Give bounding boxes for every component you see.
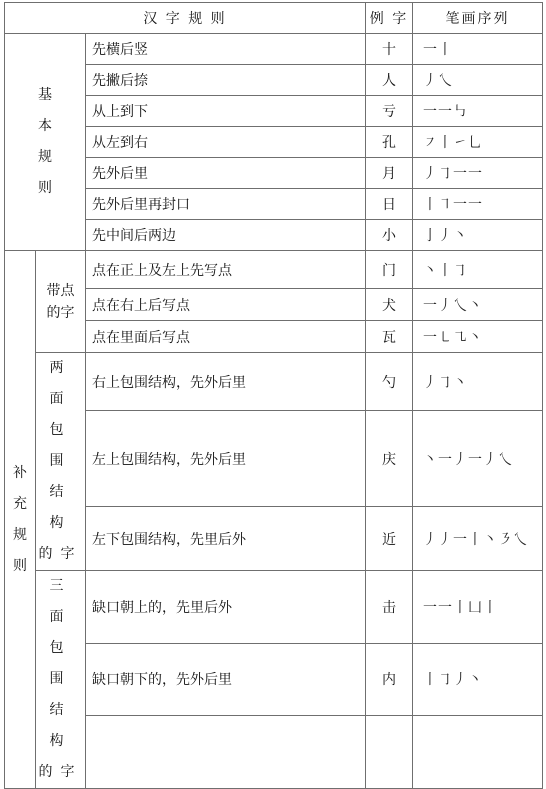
group-label-line: 的字 [46,304,75,321]
rule-cell: 缺口朝下的，先外后里 [86,643,366,716]
group-label-line: 包 围 [49,422,72,469]
rule-cell: 先外后里 [86,158,366,189]
rule-cell: 点在右上后写点 [86,289,366,321]
stroke-sequence-cell: 一丿乀丶 [413,289,543,321]
table-row [5,127,543,158]
stroke-sequence-cell: 丿乀 [413,65,543,96]
table-row [5,321,543,353]
table-row [5,189,543,220]
stroke-sequence-cell: 一一㇉ [413,96,543,127]
table-row [5,158,543,189]
supplement-label-char: 则 [13,557,27,574]
rule-cell: 缺口朝上的，先里后外 [86,571,366,644]
rule-cell: 点在正上及左上先写点 [86,251,366,289]
example-char-cell: 瓦 [366,321,413,353]
stroke-sequence-cell: 一一丨凵丨 [413,571,543,644]
table-row [5,571,543,644]
group-label-dotted [36,251,86,353]
group-label-line: 结 构 [49,702,72,749]
example-char-cell: 日 [366,189,413,220]
char-column-header: 例 字 [366,3,413,34]
rule-cell: 从左到右 [86,127,366,158]
rule-cell: 先横后竖 [86,34,366,65]
rule-column-header: 汉 字 规 则 [5,3,366,34]
table-row-cut-off [5,716,543,789]
rule-cell: 左上包围结构，先外后里 [86,411,366,507]
table-row [5,65,543,96]
stroke-sequence-cell: 丶丨㇆ [413,251,543,289]
supplement-label-char: 规 [13,526,27,543]
stroke-sequence-cell: 丿丿一丨丶㇋乀 [413,507,543,571]
basic-label-char: 基 [38,87,52,103]
supplement-label-char: 充 [13,495,27,512]
stroke-sequence-cell: ㇇丨㇀乚 [413,127,543,158]
stroke-column-header: 笔画序列 [413,3,543,34]
group-label-line: 的字 [38,764,83,780]
example-char-cell: 庆 [366,411,413,507]
stroke-order-table [4,2,543,789]
table-row [5,507,543,571]
table-row [5,353,543,411]
supplement-rules-label [5,251,36,789]
example-char-cell: 犬 [366,289,413,321]
stroke-sequence-cell: 丶一丿一丿乀 [413,411,543,507]
rule-cell: 先撇后捺 [86,65,366,96]
rule-cell: 先中间后两边 [86,220,366,251]
stroke-sequence-cell: 丿㇆丶 [413,353,543,411]
rule-cell: 点在里面后写点 [86,321,366,353]
example-char-cell: 人 [366,65,413,96]
basic-rules-label [5,34,86,251]
basic-label-char: 本 [38,118,52,134]
rule-cell: 从上到下 [86,96,366,127]
table-row [5,34,543,65]
stroke-sequence-cell: 丿㇆一一 [413,158,543,189]
rule-cell: 先外后里再封口 [86,189,366,220]
stroke-sequence-cell: 一丨 [413,34,543,65]
rule-cell: 右上包围结构，先外后里 [86,353,366,411]
table-row [5,220,543,251]
stroke-sequence-cell: 亅丿丶 [413,220,543,251]
group-label-line: 三 面 [49,578,72,625]
basic-label-char: 规 [38,149,52,165]
example-char-cell: 十 [366,34,413,65]
stroke-sequence-cell: 丨㇕一一 [413,189,543,220]
table-row [5,96,543,127]
table-row [5,411,543,507]
stroke-sequence-cell: 丨㇆丿丶 [413,643,543,716]
group-label-line: 的字 [38,546,83,562]
example-char-cell: 勺 [366,353,413,411]
example-char-cell: 小 [366,220,413,251]
example-char-cell: 门 [366,251,413,289]
supplement-label-char: 补 [13,464,27,481]
example-char-cell: 月 [366,158,413,189]
group-label-line: 带点 [46,282,75,299]
example-char-cell: 亏 [366,96,413,127]
example-char-cell: 内 [366,643,413,716]
group-label-line: 两 面 [49,360,72,407]
basic-label-char: 则 [38,180,52,196]
stroke-sequence-cell: 一㇄㇈丶 [413,321,543,353]
example-char-cell: 孔 [366,127,413,158]
table-header-row [5,3,543,34]
group-label-two-sided [36,353,86,571]
group-label-three-sided [36,571,86,789]
table-row [5,289,543,321]
group-label-line: 包 围 [49,640,72,687]
group-label-line: 结 构 [49,484,72,531]
table-row [5,251,543,289]
table-row [5,643,543,716]
example-char-cell: 击 [366,571,413,644]
example-char-cell: 近 [366,507,413,571]
rule-cell: 左下包围结构，先里后外 [86,507,366,571]
